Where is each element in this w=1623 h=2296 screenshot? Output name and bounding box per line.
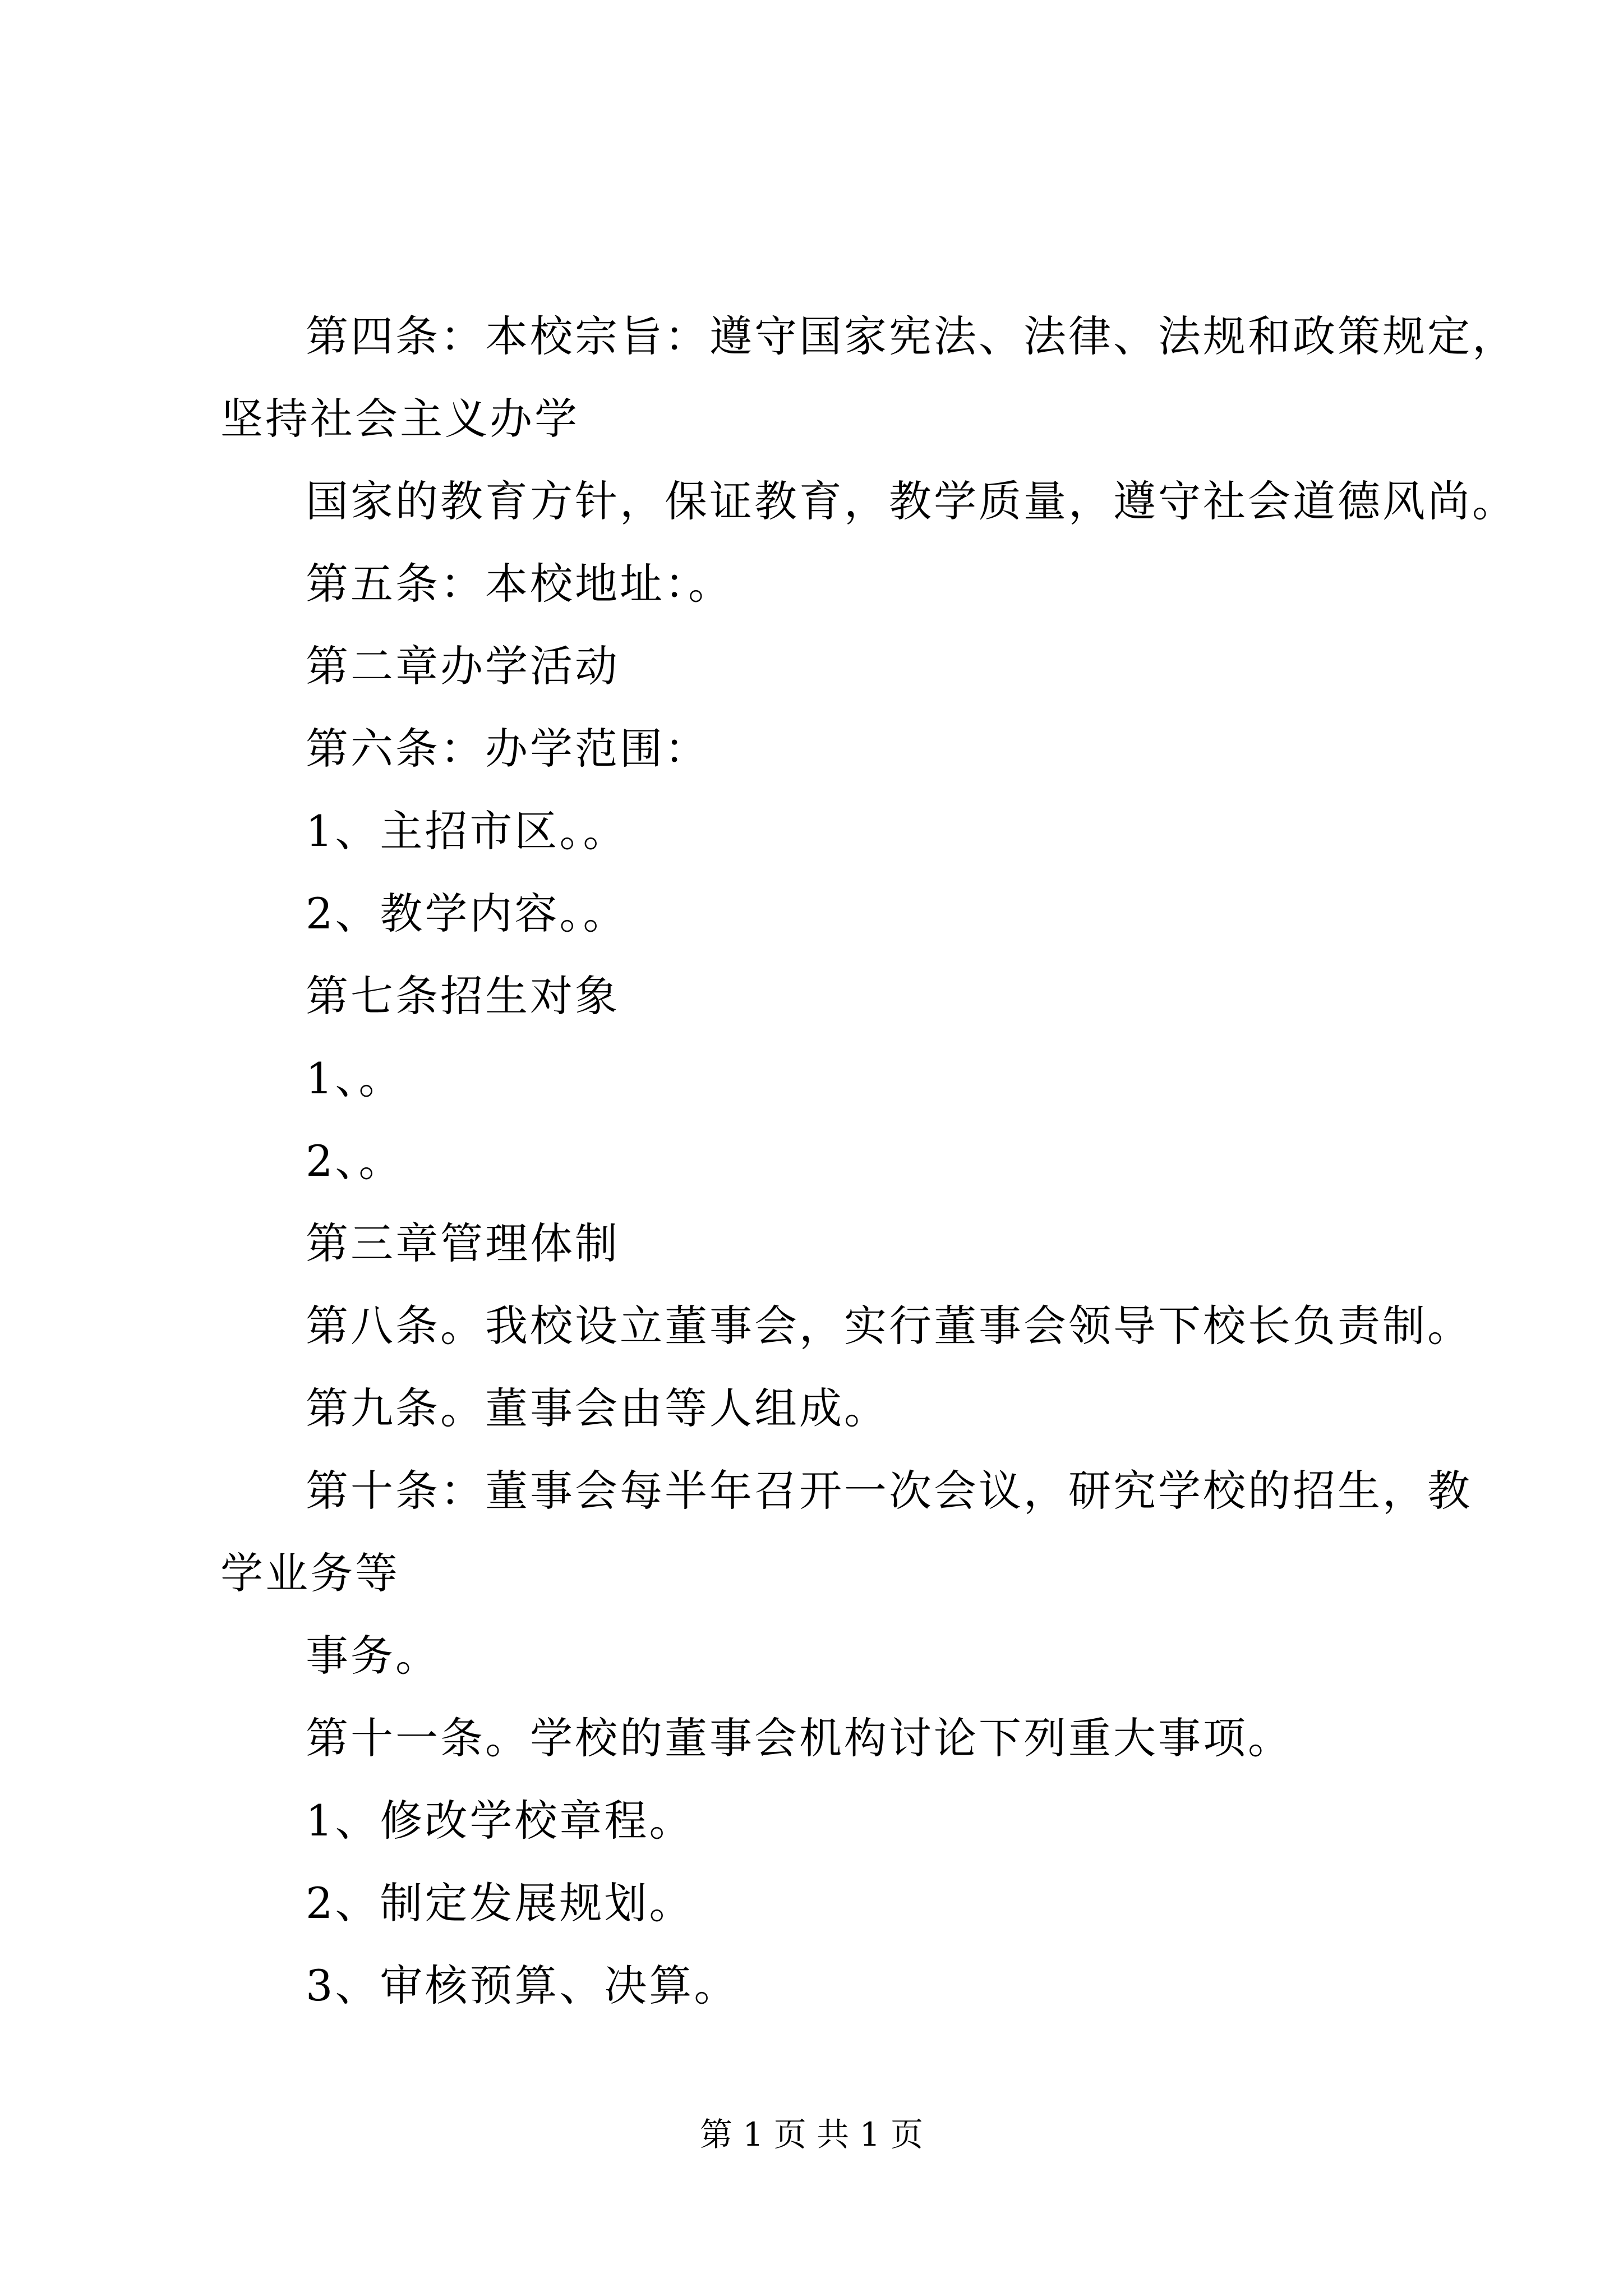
article-6-line: 第六条：办学范围： bbox=[306, 724, 709, 774]
list-item: 2、教学内容。。 bbox=[306, 889, 628, 938]
article-10-line-2: 学业务等 bbox=[220, 1548, 400, 1598]
list-item: 2、。 bbox=[306, 1136, 404, 1186]
article-8-line: 第八条。我校设立董事会，实行董事会领导下校长负责制。 bbox=[306, 1301, 1472, 1351]
article-5-line: 第五条：本校地址：。 bbox=[306, 559, 733, 609]
paragraph-line: 国家的教育方针，保证教育，教学质量，遵守社会道德风尚。 bbox=[306, 476, 1517, 526]
article-9-line: 第九条。董事会由等人组成。 bbox=[306, 1383, 889, 1433]
chapter-3-heading: 第三章管理体制 bbox=[306, 1218, 620, 1268]
list-item: 1、主招市区。。 bbox=[306, 806, 628, 856]
article-10-line-1: 第十条：董事会每半年召开一次会议，研究学校的招生，教 bbox=[306, 1466, 1472, 1516]
page-footer: 第 1 页 共 1 页 bbox=[700, 2115, 923, 2154]
list-item: 1、修改学校章程。 bbox=[306, 1796, 694, 1846]
list-item: 3、审核预算、决算。 bbox=[306, 1961, 739, 2010]
article-7-line: 第七条招生对象 bbox=[306, 971, 620, 1021]
paragraph-line: 事务。 bbox=[306, 1631, 440, 1681]
list-item: 1、。 bbox=[306, 1053, 404, 1103]
article-4-line-1: 第四条：本校宗旨：遵守国家宪法、法律、法规和政策规定， bbox=[306, 311, 1517, 361]
article-11-line: 第十一条。学校的董事会机构讨论下列重大事项。 bbox=[306, 1713, 1293, 1763]
list-item: 2、制定发展规划。 bbox=[306, 1878, 694, 1928]
chapter-2-heading: 第二章办学活动 bbox=[306, 641, 620, 691]
article-4-line-2: 坚持社会主义办学 bbox=[220, 394, 579, 444]
